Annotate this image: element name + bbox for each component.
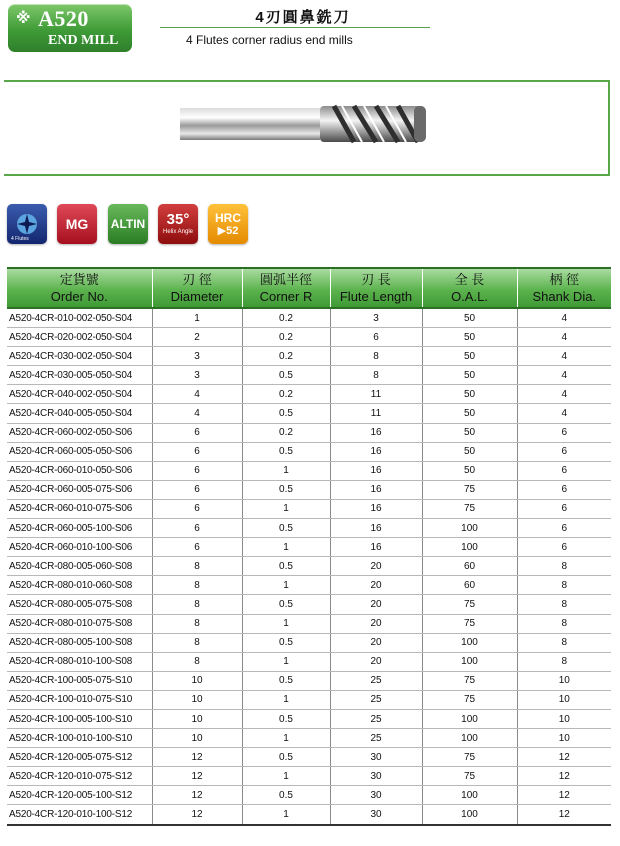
flute-length-cell: 25 — [330, 690, 422, 709]
order-no-cell: A520-4CR-060-010-050-S06 — [7, 461, 152, 480]
order-no-cell: A520-4CR-120-010-100-S12 — [7, 805, 152, 825]
order-no-cell: A520-4CR-060-010-075-S06 — [7, 499, 152, 518]
shank-dia-cell: 6 — [517, 519, 611, 538]
table-row — [7, 480, 611, 499]
order-no-cell: A520-4CR-060-002-050-S06 — [7, 423, 152, 442]
order-no-cell: A520-4CR-020-002-050-S04 — [7, 328, 152, 347]
corner-r-cell: 1 — [242, 767, 330, 786]
diameter-cell: 10 — [152, 709, 242, 728]
flute-label: 4 Flutes — [11, 236, 29, 242]
table-row — [7, 385, 611, 404]
corner-r-cell: 1 — [242, 538, 330, 557]
table-row — [7, 442, 611, 461]
order-no-cell: A520-4CR-120-005-100-S12 — [7, 786, 152, 805]
diameter-cell: 6 — [152, 499, 242, 518]
order-no-cell: A520-4CR-080-005-100-S08 — [7, 633, 152, 652]
oal-cell: 50 — [422, 308, 517, 328]
oal-cell: 50 — [422, 442, 517, 461]
order-no-cell: A520-4CR-120-005-075-S12 — [7, 748, 152, 767]
product-type: END MILL — [48, 33, 119, 48]
flute-length-cell: 16 — [330, 442, 422, 461]
diameter-cell: 6 — [152, 480, 242, 499]
corner-r-cell: 1 — [242, 614, 330, 633]
diameter-cell: 8 — [152, 652, 242, 671]
diameter-cell: 6 — [152, 423, 242, 442]
corner-r-cell: 0.5 — [242, 595, 330, 614]
shank-dia-cell: 4 — [517, 366, 611, 385]
flute-length-cell: 16 — [330, 423, 422, 442]
oal-cell: 100 — [422, 519, 517, 538]
mg-icon — [57, 204, 97, 244]
header-diameter — [152, 268, 242, 308]
flute-cross-section-icon — [15, 212, 39, 236]
shank-dia-cell: 4 — [517, 347, 611, 366]
diameter-cell: 1 — [152, 308, 242, 328]
shank-dia-cell: 10 — [517, 709, 611, 728]
diameter-cell: 3 — [152, 366, 242, 385]
order-no-cell: A520-4CR-010-002-050-S04 — [7, 308, 152, 328]
specification-table — [7, 267, 611, 826]
shank-dia-cell: 6 — [517, 499, 611, 518]
table-row — [7, 690, 611, 709]
oal-cell: 100 — [422, 538, 517, 557]
photo-fade — [4, 82, 84, 174]
corner-r-cell: 0.5 — [242, 671, 330, 690]
corner-r-cell: 1 — [242, 576, 330, 595]
corner-r-cell: 1 — [242, 690, 330, 709]
shank-dia-cell: 8 — [517, 614, 611, 633]
table-header-row — [7, 268, 611, 308]
corner-r-cell: 1 — [242, 805, 330, 825]
oal-cell: 100 — [422, 633, 517, 652]
header-order-no — [7, 268, 152, 308]
header-en: Order No. — [50, 289, 108, 304]
order-no-cell: A520-4CR-030-005-050-S04 — [7, 366, 152, 385]
oal-cell: 75 — [422, 690, 517, 709]
shank-dia-cell: 10 — [517, 729, 611, 748]
table-row — [7, 633, 611, 652]
page-title-chinese: 4刃圓鼻銑刀 — [255, 9, 351, 26]
corner-r-cell: 0.5 — [242, 709, 330, 728]
corner-r-cell: 0.5 — [242, 557, 330, 576]
shank-dia-cell: 4 — [517, 308, 611, 328]
flute-length-cell: 20 — [330, 614, 422, 633]
diameter-cell: 8 — [152, 595, 242, 614]
oal-cell: 50 — [422, 347, 517, 366]
table-row — [7, 767, 611, 786]
table-row — [7, 729, 611, 748]
title-divider — [160, 27, 430, 28]
diameter-cell: 6 — [152, 538, 242, 557]
oal-cell: 75 — [422, 767, 517, 786]
shank-dia-cell: 12 — [517, 805, 611, 825]
order-no-cell: A520-4CR-030-002-050-S04 — [7, 347, 152, 366]
flute-length-cell: 11 — [330, 404, 422, 423]
shank-dia-cell: 10 — [517, 690, 611, 709]
helix-angle-icon — [158, 204, 198, 244]
shank-dia-cell: 6 — [517, 423, 611, 442]
header-oal — [422, 268, 517, 308]
header-flute-length — [330, 268, 422, 308]
shank-dia-cell: 8 — [517, 652, 611, 671]
hrc-label: HRC — [215, 210, 241, 225]
header-cn: 柄 徑 — [549, 272, 580, 287]
diameter-cell: 6 — [152, 442, 242, 461]
flute-length-cell: 16 — [330, 538, 422, 557]
table-row — [7, 347, 611, 366]
order-no-cell: A520-4CR-060-005-100-S06 — [7, 519, 152, 538]
oal-cell: 60 — [422, 576, 517, 595]
product-photo — [4, 80, 610, 176]
corner-r-cell: 0.2 — [242, 423, 330, 442]
shank-dia-cell: 4 — [517, 385, 611, 404]
shank-dia-cell: 8 — [517, 557, 611, 576]
table-row — [7, 595, 611, 614]
table-row — [7, 328, 611, 347]
shank-dia-cell: 4 — [517, 328, 611, 347]
flute-length-cell: 30 — [330, 786, 422, 805]
order-no-cell: A520-4CR-080-010-060-S08 — [7, 576, 152, 595]
table-row — [7, 671, 611, 690]
flute-length-cell: 20 — [330, 633, 422, 652]
oal-cell: 100 — [422, 805, 517, 825]
corner-r-cell: 0.2 — [242, 308, 330, 328]
header-en: Diameter — [170, 289, 224, 304]
corner-r-cell: 0.5 — [242, 633, 330, 652]
table-row — [7, 709, 611, 728]
hrc-hardness-icon — [208, 204, 248, 244]
oal-cell: 75 — [422, 499, 517, 518]
reference-mark: ※ — [16, 10, 31, 27]
flute-length-cell: 6 — [330, 328, 422, 347]
oal-cell: 75 — [422, 480, 517, 499]
product-code: A520 — [38, 6, 89, 31]
shank-dia-cell: 4 — [517, 404, 611, 423]
oal-cell: 75 — [422, 671, 517, 690]
header-cn: 刃 長 — [361, 272, 391, 287]
diameter-cell: 12 — [152, 767, 242, 786]
flute-length-cell: 16 — [330, 461, 422, 480]
table-row — [7, 748, 611, 767]
table-row — [7, 423, 611, 442]
diameter-cell: 6 — [152, 461, 242, 480]
diameter-cell: 8 — [152, 633, 242, 652]
diameter-cell: 4 — [152, 385, 242, 404]
header-cn: 全 長 — [454, 272, 485, 287]
flute-length-cell: 11 — [330, 385, 422, 404]
table-row — [7, 557, 611, 576]
diameter-cell: 2 — [152, 328, 242, 347]
oal-cell: 75 — [422, 595, 517, 614]
diameter-cell: 10 — [152, 690, 242, 709]
shank-dia-cell: 10 — [517, 671, 611, 690]
flute-length-cell: 25 — [330, 709, 422, 728]
shank-dia-cell: 12 — [517, 748, 611, 767]
shank-dia-cell: 12 — [517, 767, 611, 786]
table-row — [7, 614, 611, 633]
corner-r-cell: 0.5 — [242, 404, 330, 423]
table-row — [7, 576, 611, 595]
diameter-cell: 10 — [152, 671, 242, 690]
shank-dia-cell: 8 — [517, 595, 611, 614]
flute-length-cell: 30 — [330, 767, 422, 786]
diameter-cell: 12 — [152, 805, 242, 825]
shank-dia-cell: 6 — [517, 442, 611, 461]
diameter-cell: 3 — [152, 347, 242, 366]
shank-dia-cell: 8 — [517, 633, 611, 652]
table-row — [7, 652, 611, 671]
header-en: Flute Length — [339, 289, 413, 304]
header-cn: 刃 徑 — [182, 272, 212, 287]
hrc-value: ▶52 — [217, 224, 239, 237]
order-no-cell: A520-4CR-040-005-050-S04 — [7, 404, 152, 423]
order-no-cell: A520-4CR-100-005-100-S10 — [7, 709, 152, 728]
header-en: Corner R — [259, 289, 313, 304]
oal-cell: 75 — [422, 614, 517, 633]
diameter-cell: 8 — [152, 576, 242, 595]
oal-cell: 50 — [422, 385, 517, 404]
order-no-cell: A520-4CR-120-010-075-S12 — [7, 767, 152, 786]
mg-label: MG — [65, 216, 89, 232]
flute-length-cell: 16 — [330, 499, 422, 518]
order-no-cell: A520-4CR-080-010-075-S08 — [7, 614, 152, 633]
diameter-cell: 10 — [152, 729, 242, 748]
corner-r-cell: 0.5 — [242, 480, 330, 499]
corner-r-cell: 1 — [242, 652, 330, 671]
altin-label: ALTIN — [110, 217, 146, 231]
shank-dia-cell: 6 — [517, 480, 611, 499]
flute-length-cell: 25 — [330, 729, 422, 748]
order-no-cell: A520-4CR-100-010-075-S10 — [7, 690, 152, 709]
corner-r-cell: 0.2 — [242, 385, 330, 404]
oal-cell: 50 — [422, 461, 517, 480]
order-no-cell: A520-4CR-060-005-075-S06 — [7, 480, 152, 499]
oal-cell: 100 — [422, 786, 517, 805]
oal-cell: 60 — [422, 557, 517, 576]
flute-length-cell: 30 — [330, 805, 422, 825]
flute-length-cell: 8 — [330, 347, 422, 366]
corner-r-cell: 1 — [242, 499, 330, 518]
diameter-cell: 12 — [152, 786, 242, 805]
corner-r-cell: 1 — [242, 729, 330, 748]
header-corner-r — [242, 268, 330, 308]
table-row — [7, 308, 611, 328]
corner-r-cell: 1 — [242, 461, 330, 480]
flute-length-cell: 16 — [330, 480, 422, 499]
corner-r-cell: 0.5 — [242, 519, 330, 538]
corner-r-cell: 0.5 — [242, 366, 330, 385]
flute-length-cell: 8 — [330, 366, 422, 385]
shank-dia-cell: 8 — [517, 576, 611, 595]
order-no-cell: A520-4CR-080-005-075-S08 — [7, 595, 152, 614]
table-row — [7, 366, 611, 385]
header-en: Shank Dia. — [532, 289, 597, 304]
oal-cell: 75 — [422, 748, 517, 767]
corner-r-cell: 0.2 — [242, 328, 330, 347]
corner-r-cell: 0.5 — [242, 748, 330, 767]
diameter-cell: 8 — [152, 557, 242, 576]
order-no-cell: A520-4CR-080-005-060-S08 — [7, 557, 152, 576]
flute-length-cell: 20 — [330, 576, 422, 595]
oal-cell: 100 — [422, 709, 517, 728]
shank-dia-cell: 6 — [517, 461, 611, 480]
helix-value: 35° — [166, 211, 190, 228]
oal-cell: 100 — [422, 652, 517, 671]
table-row — [7, 786, 611, 805]
oal-cell: 50 — [422, 328, 517, 347]
order-no-cell: A520-4CR-100-010-100-S10 — [7, 729, 152, 748]
diameter-cell: 12 — [152, 748, 242, 767]
header-shank-dia — [517, 268, 611, 308]
diameter-cell: 6 — [152, 519, 242, 538]
flute-length-cell: 20 — [330, 595, 422, 614]
product-code-badge — [8, 4, 132, 52]
table-body — [7, 308, 611, 825]
end-mill-illustration — [4, 82, 608, 174]
corner-r-cell: 0.2 — [242, 347, 330, 366]
flute-length-cell: 20 — [330, 557, 422, 576]
table-row — [7, 461, 611, 480]
table-row — [7, 404, 611, 423]
oal-cell: 50 — [422, 404, 517, 423]
table-row — [7, 538, 611, 557]
order-no-cell: A520-4CR-040-002-050-S04 — [7, 385, 152, 404]
header-cn: 定貨號 — [59, 272, 99, 287]
header-cn: 圓弧半徑 — [259, 272, 312, 287]
shank-dia-cell: 12 — [517, 786, 611, 805]
diameter-cell: 8 — [152, 614, 242, 633]
shank-dia-cell: 6 — [517, 538, 611, 557]
order-no-cell: A520-4CR-100-005-075-S10 — [7, 671, 152, 690]
flute-length-cell: 16 — [330, 519, 422, 538]
corner-r-cell: 0.5 — [242, 786, 330, 805]
order-no-cell: A520-4CR-080-010-100-S08 — [7, 652, 152, 671]
helix-label: Helix Angle — [162, 229, 194, 235]
oal-cell: 50 — [422, 366, 517, 385]
order-no-cell: A520-4CR-060-005-050-S06 — [7, 442, 152, 461]
table-row — [7, 805, 611, 825]
flute-length-cell: 20 — [330, 652, 422, 671]
corner-r-cell: 0.5 — [242, 442, 330, 461]
diameter-cell: 4 — [152, 404, 242, 423]
table-row — [7, 519, 611, 538]
oal-cell: 50 — [422, 423, 517, 442]
flute-length-cell: 3 — [330, 308, 422, 328]
header-en: O.A.L. — [451, 289, 488, 304]
altin-coating-icon — [108, 204, 148, 244]
table-row — [7, 499, 611, 518]
oal-cell: 100 — [422, 729, 517, 748]
flute-length-cell: 30 — [330, 748, 422, 767]
four-flutes-icon — [7, 204, 47, 244]
flute-length-cell: 25 — [330, 671, 422, 690]
order-no-cell: A520-4CR-060-010-100-S06 — [7, 538, 152, 557]
page-title-english: 4 Flutes corner radius end mills — [186, 33, 353, 47]
